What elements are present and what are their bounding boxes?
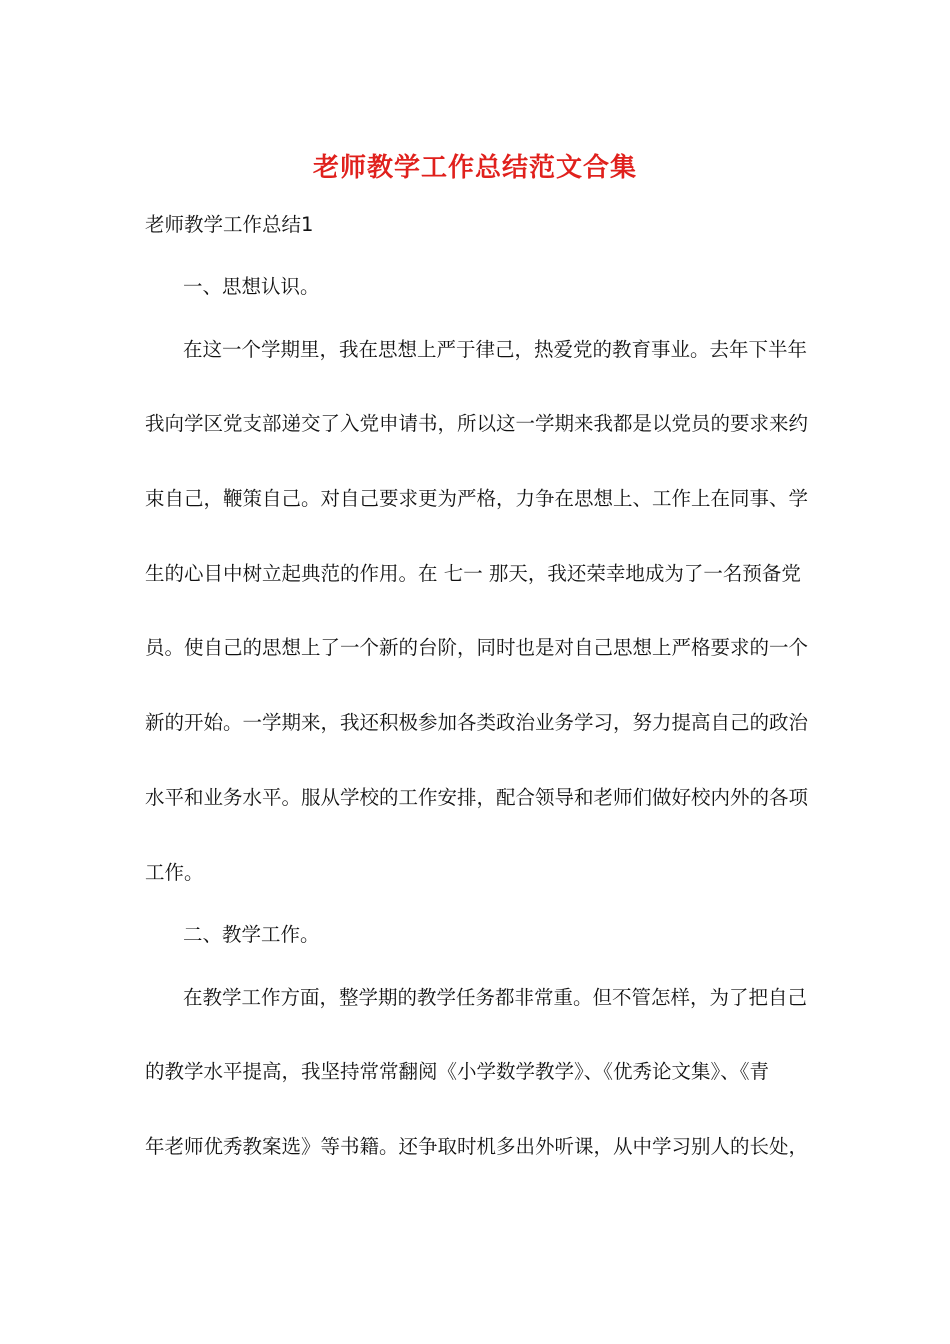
paragraph-line: 束自己，鞭策自己。对自己要求更为严格，力争在思想上、工作上在同事、学 — [145, 487, 809, 510]
paragraph-heading-thought: 一、思想认识。 — [183, 275, 320, 298]
section-heading: 老师教学工作总结1 — [145, 213, 314, 236]
paragraph-line: 工作。 — [145, 861, 204, 884]
paragraph-line: 生的心目中树立起典范的作用。在 七一 那天，我还荣幸地成为了一名预备党 — [145, 562, 801, 585]
paragraph-line: 在这一个学期里，我在思想上严于律己，热爱党的教育事业。去年下半年 — [183, 338, 808, 361]
paragraph-line: 水平和业务水平。服从学校的工作安排，配合领导和老师们做好校内外的各项 — [145, 786, 809, 809]
paragraph-line: 新的开始。一学期来，我还积极参加各类政治业务学习，努力提高自己的政治 — [145, 711, 809, 734]
document-title: 老师教学工作总结范文合集 — [312, 153, 637, 183]
paragraph-heading-teaching: 二、教学工作。 — [183, 923, 320, 946]
paragraph-line: 员。使自己的思想上了一个新的台阶，同时也是对自己思想上严格要求的一个 — [145, 636, 809, 659]
paragraph-line: 在教学工作方面，整学期的教学任务都非常重。但不管怎样，为了把自己 — [183, 986, 808, 1009]
paragraph-line: 的教学水平提高，我坚持常常翻阅《小学数学教学》、《优秀论文集》、《青 — [145, 1060, 770, 1083]
paragraph-line: 我向学区党支部递交了入党申请书，所以这一学期来我都是以党员的要求来约 — [145, 412, 809, 435]
paragraph-line: 年老师优秀教案选》等书籍。还争取时机多出外听课，从中学习别人的长处， — [145, 1135, 809, 1158]
